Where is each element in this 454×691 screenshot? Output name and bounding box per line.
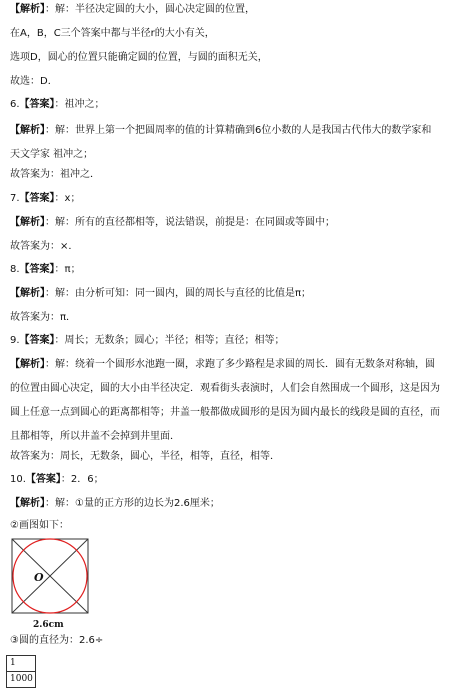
q8-final: 故答案为：π．	[10, 312, 77, 323]
q7-analysis-tag: 【解析】	[10, 217, 45, 228]
q6-analysis	[10, 119, 440, 167]
q8-number: 8.	[10, 264, 20, 275]
fraction-numerator: 1	[10, 658, 16, 668]
q10-answer	[10, 474, 104, 486]
q7-answer-text: ：x；	[54, 193, 81, 204]
q7-answer-tag: 【答案】	[19, 193, 55, 204]
q7-analysis	[10, 217, 335, 229]
q8-answer	[10, 264, 81, 276]
q8-analysis	[10, 288, 311, 300]
q6-final: 故答案为：祖冲之．	[10, 169, 100, 180]
side-length-label: 2.6cm	[33, 620, 64, 629]
analysis-tag: 【解析】	[10, 4, 45, 15]
q8-analysis-tag: 【解析】	[10, 288, 45, 299]
q7-analysis-text: ：解：所有的直径都相等，说法错误，前提是：在同圆或等圆中；	[45, 217, 335, 228]
q9-analysis-text: ：解：绕着一个圆形水池跑一圈，求跑了多少路程是求圆的周长．圆有无数条对称轴，圆的位置由圆心决定，圆的大小由半径决定．观看街头表演时，人们会自然围成一个圆形，这是因为圆上任意一点到圆心的距离都相等；井盖一般都做成圆形的是因为圆内最长的线段是圆的直径，而且都相等，所以井盖不会掉到井里面．	[10, 359, 440, 442]
q6-analysis-text: ：解：世界上第一个把圆周率的值的计算精确到6位小数的人是我国古代伟大的数学家和天文学家 祖冲之；	[10, 125, 432, 160]
figure-svg	[10, 537, 120, 629]
q6-answer-text: ：祖冲之；	[54, 99, 105, 110]
q9-number: 9.	[10, 335, 20, 346]
q8-answer-text: ：π；	[54, 264, 81, 275]
analysis-line-2: 在A，B，C三个答案中都与半径r的大小有关，	[10, 28, 215, 39]
analysis-text: ：解：半径决定圆的大小，圆心决定圆的位置，	[45, 4, 255, 15]
q9-answer-text: ：周长；无数条；圆心；半径；相等；直径；相等；	[54, 335, 285, 346]
fraction-box	[6, 655, 36, 688]
q9-answer	[10, 335, 285, 347]
q7-final: 故答案为：×．	[10, 241, 79, 252]
q10-analysis-tag: 【解析】	[10, 498, 45, 509]
q10-diameter-line: ③圆的直径为：2.6÷	[10, 635, 104, 646]
q10-analysis	[10, 498, 220, 510]
q6-answer	[10, 99, 105, 111]
q9-answer-tag: 【答案】	[19, 335, 55, 346]
q6-number: 6.	[10, 99, 20, 110]
square-circle-figure	[10, 537, 120, 632]
analysis-line-3: 选项D，圆心的位置只能确定圆的位置，与圆的面积无关，	[10, 52, 268, 63]
q6-analysis-tag: 【解析】	[10, 125, 45, 136]
q8-answer-tag: 【答案】	[19, 264, 55, 275]
q10-answer-text: ：2．6；	[60, 474, 104, 485]
q6-answer-tag: 【答案】	[19, 99, 55, 110]
q9-analysis-tag: 【解析】	[10, 359, 45, 370]
q10-draw-caption: ②画图如下：	[10, 520, 69, 531]
fraction-denominator: 1000	[7, 671, 35, 687]
q8-analysis-text: ：解：由分析可知：同一圆内，圆的周长与直径的比值是π；	[45, 288, 312, 299]
q10-number: 10.	[10, 474, 26, 485]
q9-analysis	[10, 353, 440, 449]
q10-answer-tag: 【答案】	[25, 474, 61, 485]
q7-number: 7.	[10, 193, 20, 204]
answer-line-q5: 故选：D．	[10, 76, 58, 87]
analysis-line-1	[10, 4, 255, 16]
q7-answer	[10, 193, 80, 205]
q10-analysis-text: ：解：①量的正方形的边长为2.6厘米；	[45, 498, 220, 509]
q9-final: 故答案为：周长，无数条，圆心，半径，相等，直径，相等．	[10, 451, 280, 462]
center-label: O	[34, 571, 44, 584]
